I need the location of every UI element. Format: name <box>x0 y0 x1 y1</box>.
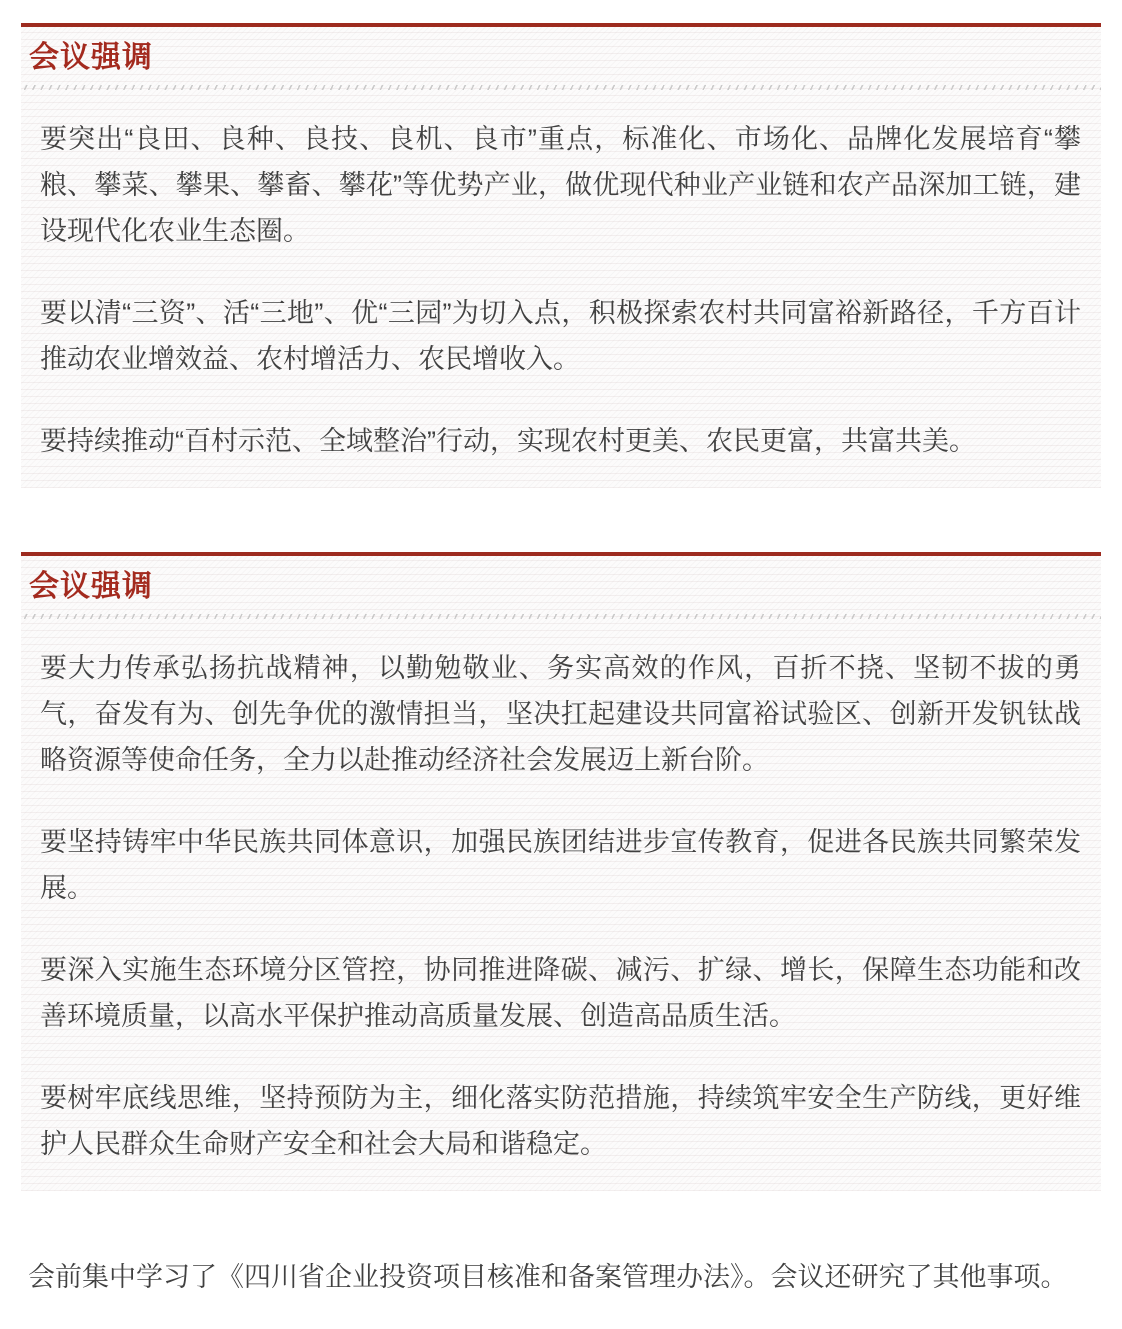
card-1-body <box>21 90 1101 488</box>
paragraph: 要深入实施生态环境分区管控，协同推进降碳、减污、扩绿、增长，保障生态功能和改善环境质量，以高水平保护推动高质量发展、创造高品质生活。 <box>40 955 1081 1031</box>
paragraph: 要大力传承弘扬抗战精神，以勤勉敬业、务实高效的作风，百折不挠、坚韧不拔的勇气，奋发有为、创先争优的激情担当，坚决扛起建设共同富裕试验区、创新开发钒钛战略资源等使命任务，全力以赴推动经济社会发展迈上新台阶。 <box>40 653 1081 775</box>
meeting-emphasis-card-1 <box>21 23 1101 488</box>
hatched-divider <box>21 85 1101 90</box>
paragraph: 要坚持铸牢中华民族共同体意识，加强民族团结进步宣传教育，促进各民族共同繁荣发展。 <box>40 827 1081 903</box>
card-1-title: 会议强调 <box>29 41 153 74</box>
paragraph: 要以清“三资”、活“三地”、优“三园”为切入点，积极探索农村共同富裕新路径，千方百计推动农业增效益、农村增活力、农民增收入。 <box>40 298 1081 374</box>
paragraph: 要持续推动“百村示范、全域整治”行动，实现农村更美、农民更富，共富共美。 <box>40 426 976 456</box>
card-2-body <box>21 619 1101 1191</box>
card-2-title: 会议强调 <box>29 570 153 603</box>
meeting-emphasis-card-2 <box>21 552 1101 1191</box>
closing-paragraph: 会前集中学习了《四川省企业投资项目核准和备案管理办法》。会议还研究了其他事项。 <box>28 1262 1068 1292</box>
paragraph: 要树牢底线思维，坚持预防为主，细化落实防范措施，持续筑牢安全生产防线，更好维护人民群众生命财产安全和社会大局和谐稳定。 <box>40 1083 1081 1159</box>
hatched-divider <box>21 614 1101 619</box>
paragraph: 要突出“良田、良种、良技、良机、良市”重点，标准化、市场化、品牌化发展培育“攀粮、攀菜、攀果、攀畜、攀花”等优势产业，做优现代种业产业链和农产品深加工链，建设现代化农业生态圈。 <box>40 124 1081 246</box>
